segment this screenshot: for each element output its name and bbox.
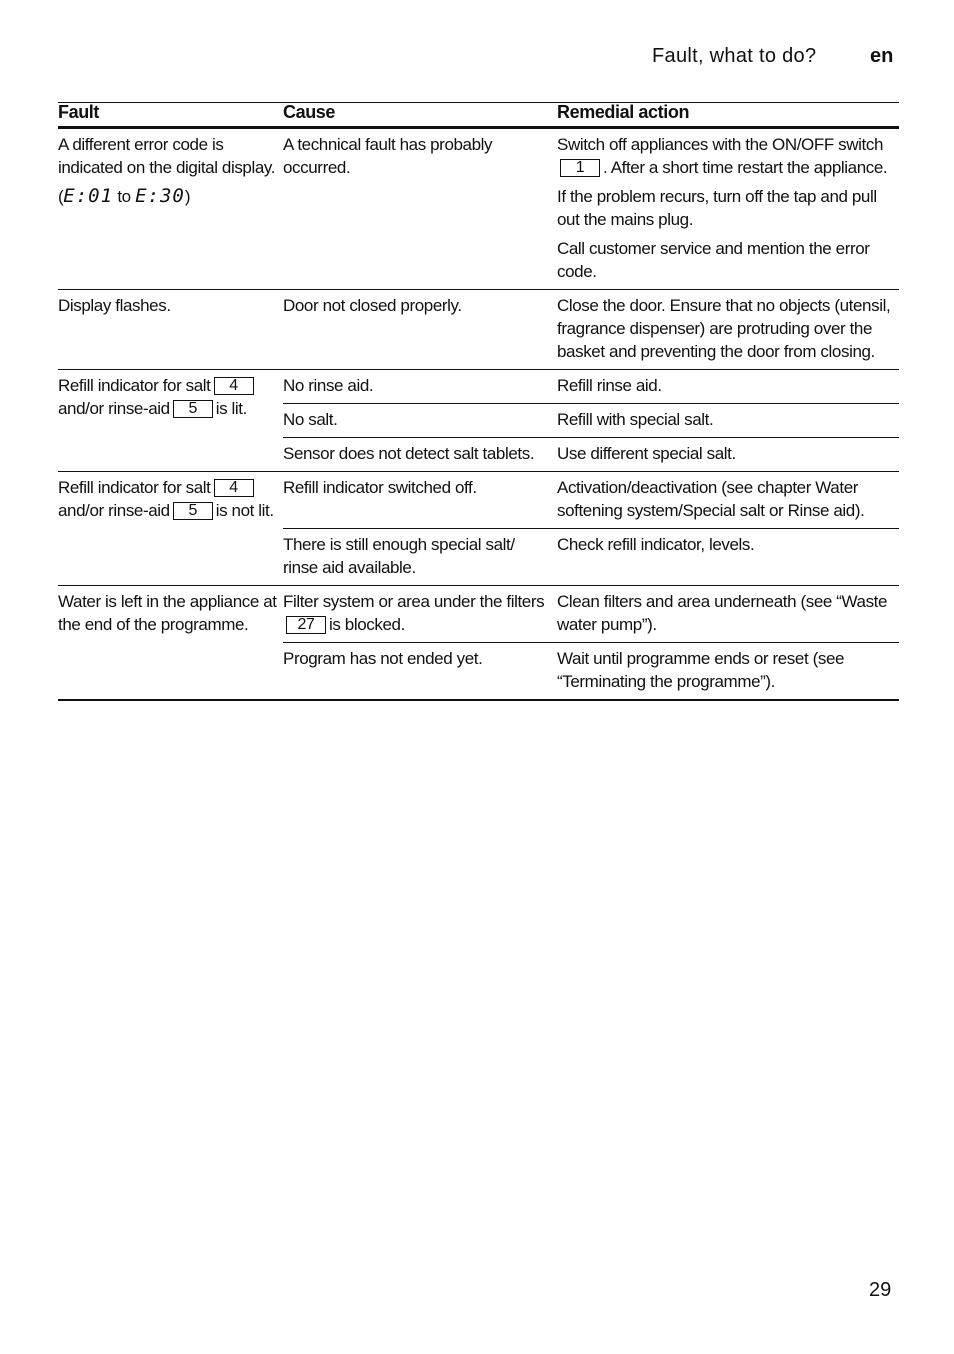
- sub-row: [283, 290, 899, 369]
- remedy-cell: [557, 129, 899, 289]
- sub-row: [283, 472, 899, 528]
- sub-row: [283, 642, 899, 699]
- sub-row: [283, 528, 899, 585]
- table-row: [58, 290, 899, 370]
- fault-cell: Refill indicator for salt 4 and/or rinse-aid 5 is lit.: [58, 370, 283, 471]
- remedy-cell: Use different special salt.: [557, 444, 736, 463]
- page-number: 29: [869, 1279, 892, 1301]
- error-code-to: E:30: [135, 185, 185, 207]
- table-header-row: [58, 102, 899, 129]
- remedy-cell: Check refill indicator, levels.: [557, 535, 755, 554]
- reference-number-box: 5: [173, 400, 213, 418]
- error-code-range: [58, 185, 277, 208]
- remedy-cell: Clean filters and area underneath (see “Waste water pump”).: [557, 592, 888, 634]
- cause-cell: No salt.: [283, 410, 338, 429]
- page-section-title: Fault, what to do?: [652, 45, 817, 67]
- remedy-cell: Refill rinse aid.: [557, 376, 662, 395]
- language-code: en: [870, 45, 894, 67]
- sub-row: [283, 403, 899, 437]
- header-remedy: Remedial action: [557, 102, 690, 122]
- cause-cell: No rinse aid.: [283, 376, 374, 395]
- fault-cell: Refill indicator for salt 4 and/or rinse-aid 5 is not lit.: [58, 478, 274, 520]
- cause-cell: A technical fault has probably occurred.: [283, 135, 493, 177]
- reference-number-box: 4: [214, 377, 254, 395]
- table-row: [58, 370, 899, 472]
- reference-number-box: 1: [560, 159, 600, 177]
- reference-number-box: 4: [214, 479, 254, 497]
- remedy-cell: Activation/deactivation (see chapter Water softening system/Special salt or Rinse aid).: [557, 478, 865, 520]
- fault-cell: Display flashes.: [58, 296, 171, 315]
- cause-cell: There is still enough special salt/ rinse aid available.: [283, 535, 515, 577]
- remedy-paragraph: Switch off appliances with the ON/OFF switch1 . After a short time restart the appliance.: [557, 135, 888, 177]
- remedy-cell: Wait until programme ends or reset (see “Terminating the programme”).: [557, 649, 845, 691]
- reference-number-box: 5: [173, 502, 213, 520]
- cause-cell: Program has not ended yet.: [283, 649, 483, 668]
- cause-cell: Sensor does not detect salt tablets.: [283, 444, 535, 463]
- table-row: [58, 129, 899, 290]
- code-to-word: to: [117, 187, 131, 206]
- cause-cell: Filter system or area under the filters27 is blocked.: [283, 592, 545, 634]
- reference-number-box: 27: [286, 616, 326, 634]
- cause-cell: Door not closed properly.: [283, 296, 462, 315]
- fault-cell: Water is left in the appliance at the end of the programme.: [58, 592, 277, 634]
- error-code-from: E:01: [63, 185, 114, 207]
- sub-row: [283, 370, 899, 403]
- fault-text: A different error code is indicated on the digital display.: [58, 135, 276, 177]
- sub-row: [283, 586, 899, 642]
- remedy-cell: Refill with special salt.: [557, 410, 714, 429]
- sub-row: [283, 129, 899, 289]
- remedy-paragraph: If the problem recurs, turn off the tap and pull out the mains plug.: [557, 187, 877, 229]
- code-open: (: [58, 187, 64, 206]
- remedy-paragraph: Call customer service and mention the error code.: [557, 239, 870, 281]
- sub-row: [283, 437, 899, 471]
- table-row: [58, 472, 899, 586]
- header-fault: Fault: [58, 102, 99, 122]
- remedy-cell: Close the door. Ensure that no objects (utensil, fragrance dispenser) are protruding over the basket and preventing the door from closing.: [557, 296, 891, 361]
- fault-table: [58, 102, 899, 701]
- table-row: [58, 586, 899, 701]
- header-cause: Cause: [283, 102, 336, 122]
- fault-cell: [58, 129, 283, 289]
- code-close: ): [184, 187, 191, 206]
- cause-cell: Refill indicator switched off.: [283, 478, 477, 497]
